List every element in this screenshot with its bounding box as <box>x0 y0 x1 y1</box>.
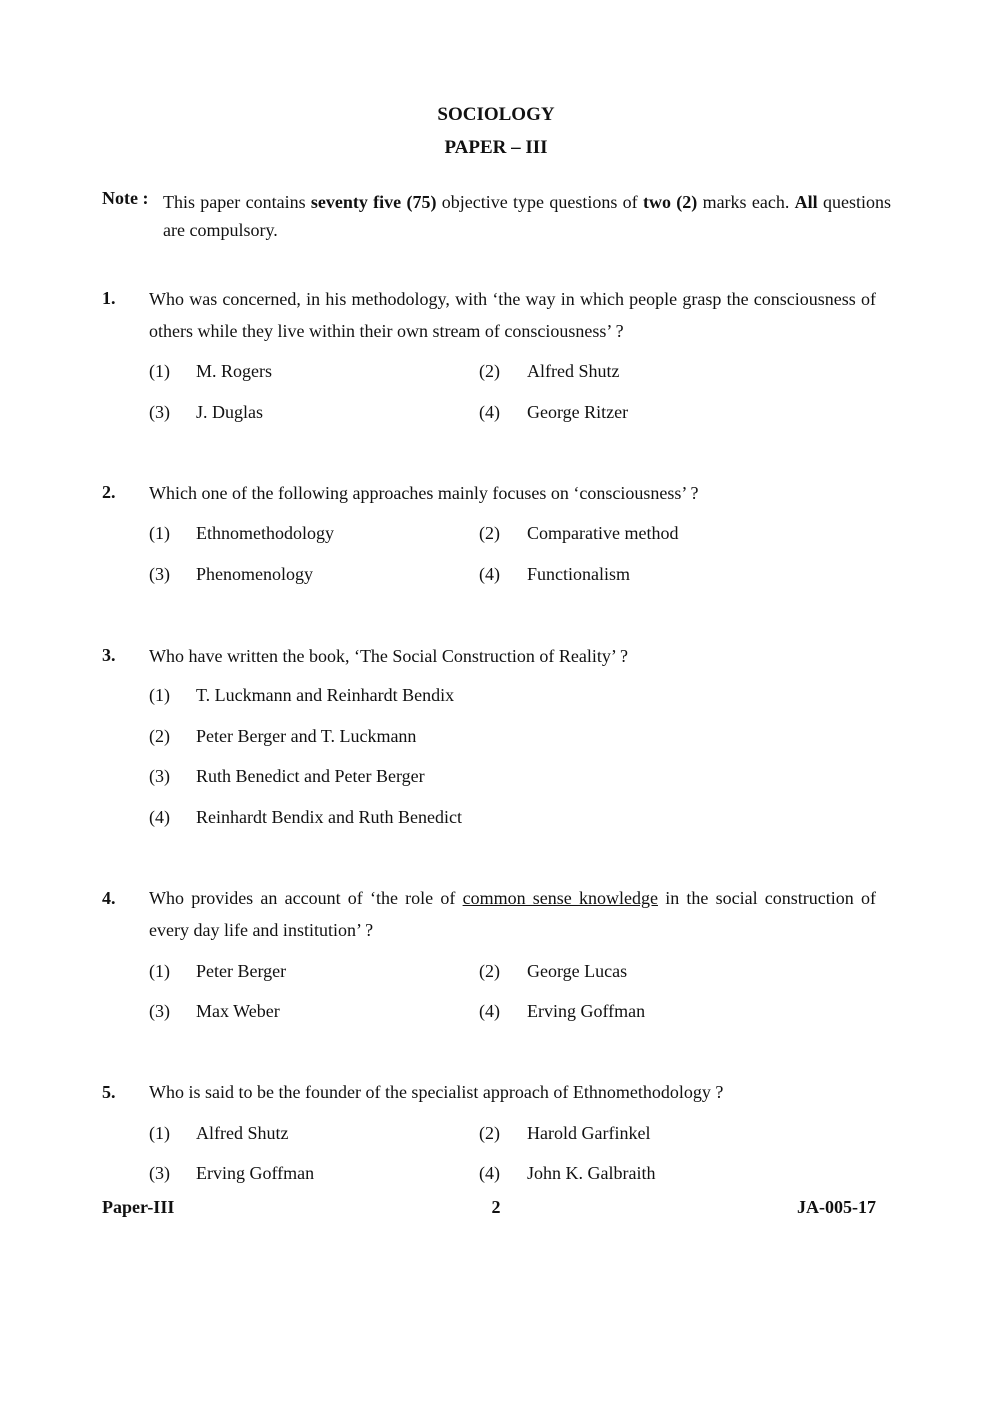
option-text: Reinhardt Bendix and Ruth Benedict <box>196 807 462 827</box>
question-number: 1. <box>102 288 116 308</box>
option-text: Max Weber <box>196 1001 280 1021</box>
option-text: Erving Goffman <box>196 1163 315 1183</box>
option-text: Peter Berger <box>196 961 287 981</box>
option-label: (2) <box>479 523 500 543</box>
option-text: Ruth Benedict and Peter Berger <box>196 766 425 786</box>
option-text: Harold Garfinkel <box>527 1123 651 1143</box>
option-label: (2) <box>479 361 500 381</box>
option-text: George Lucas <box>527 961 628 981</box>
option-label: (4) <box>149 807 170 827</box>
option-label: (4) <box>479 564 500 584</box>
option-text: George Ritzer <box>527 402 629 422</box>
note-label: Note : <box>102 188 149 208</box>
option-label: (1) <box>149 361 170 381</box>
option-text: Alfred Shutz <box>527 361 620 381</box>
option-label: (4) <box>479 402 500 422</box>
option-label: (3) <box>149 766 170 786</box>
option-text: Erving Goffman <box>527 1001 646 1021</box>
question-number: 3. <box>102 645 116 665</box>
paper-number-title: PAPER – III <box>444 137 548 158</box>
note-text: This paper contains seventy five (75) objective type questions of two (2) marks each. All questions are compulsory. <box>163 192 891 240</box>
option-text: Functionalism <box>527 564 630 584</box>
option-label: (4) <box>479 1001 500 1021</box>
question-number: 4. <box>102 888 116 908</box>
question-text: Who provides an account of ‘the role of common sense knowledge in the social construction of every day life and institution’ ? <box>149 888 876 940</box>
question-number: 5. <box>102 1082 116 1102</box>
question-text: Which one of the following approaches mainly focuses on ‘consciousness’ ? <box>149 483 699 503</box>
option-text: M. Rogers <box>196 361 272 381</box>
footer-paper-label: Paper-III <box>102 1197 175 1217</box>
option-label: (1) <box>149 523 170 543</box>
option-text: T. Luckmann and Reinhardt Bendix <box>196 685 455 705</box>
option-text: Comparative method <box>527 523 679 543</box>
option-label: (1) <box>149 1123 170 1143</box>
option-text: Alfred Shutz <box>196 1123 289 1143</box>
page-number: 2 <box>491 1197 501 1217</box>
option-text: John K. Galbraith <box>527 1163 656 1183</box>
footer-paper-code: JA-005-17 <box>797 1197 876 1217</box>
option-label: (1) <box>149 961 170 981</box>
option-text: Phenomenology <box>196 564 313 584</box>
option-label: (3) <box>149 564 170 584</box>
option-label: (2) <box>149 726 170 746</box>
option-text: J. Duglas <box>196 402 263 422</box>
option-label: (1) <box>149 685 170 705</box>
option-label: (3) <box>149 402 170 422</box>
question-text: Who have written the book, ‘The Social Construction of Reality’ ? <box>149 646 629 666</box>
option-label: (4) <box>479 1163 500 1183</box>
underlined-phrase: common sense knowledge <box>462 888 658 908</box>
option-text: Peter Berger and T. Luckmann <box>196 726 417 746</box>
option-label: (2) <box>479 1123 500 1143</box>
option-label: (2) <box>479 961 500 981</box>
option-text: Ethnomethodology <box>196 523 334 543</box>
question-text: Who is said to be the founder of the specialist approach of Ethnomethodology ? <box>149 1082 724 1102</box>
option-label: (3) <box>149 1001 170 1021</box>
question-text: Who was concerned, in his methodology, with ‘the way in which people grasp the consciousness of others while they live within their own stream of consciousness’ ? <box>149 289 876 341</box>
paper-subject-title: SOCIOLOGY <box>437 104 555 125</box>
option-label: (3) <box>149 1163 170 1183</box>
question-number: 2. <box>102 482 116 502</box>
